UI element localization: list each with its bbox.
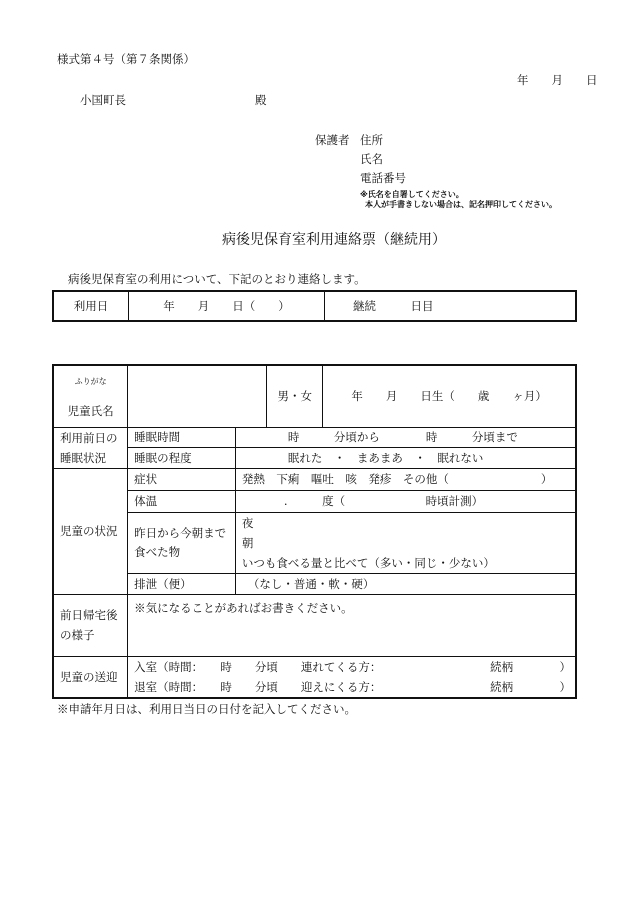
condition-section-label: 児童の状況: [53, 468, 128, 594]
temperature-field[interactable]: . 度（ 時頃計測）: [235, 490, 576, 512]
temperature-label: 体温: [128, 490, 236, 512]
child-name-cell: [53, 365, 128, 427]
stool-field[interactable]: （なし・普通・軟・硬）: [235, 573, 576, 594]
guardian-address-label: 住所: [360, 133, 383, 147]
sleep-time-label: 睡眠時間: [128, 427, 236, 448]
departure-relation: 続柄: [490, 679, 514, 694]
food-label: [128, 512, 236, 573]
stool-label: 排泄（便）: [128, 573, 236, 594]
guardian-label: 保護者: [315, 133, 350, 147]
departure-line: [134, 677, 569, 697]
arrival-line: [134, 657, 569, 677]
birth-field[interactable]: 年 月 日生（ 歳 ヶ月）: [323, 365, 576, 427]
footer-note: ※申請年月日は、利用日当日の日付を記入してください。: [57, 702, 356, 716]
prev-day-field[interactable]: ※気になることがあればお書きください。: [128, 594, 576, 656]
departure-text: 退室（時間： 時 分頃 迎えにくる方：: [134, 679, 382, 694]
intro-text: 病後児保育室の利用について、下記のとおり連絡します。: [68, 272, 366, 286]
sleep-section-label: 利用前日の睡眠状況: [53, 427, 128, 468]
prev-day-section-label: 前日帰宅後の様子: [53, 594, 128, 656]
form-number: 様式第４号（第７条関係）: [57, 52, 195, 66]
sleep-quality-field[interactable]: 眠れた ・ まあまあ ・ 眠れない: [235, 448, 576, 469]
guardian-name-label: 氏名: [360, 152, 383, 166]
guardian-phone-label: 電話番号: [360, 171, 406, 185]
signature-note-2: 本人が手書きしない場合は、記名押印してください。: [365, 200, 557, 209]
addressee-honorific: 殿: [255, 93, 267, 107]
sleep-time-field[interactable]: 時 分頃から 時 分頃まで: [235, 427, 576, 448]
addressee: 小国町長: [80, 93, 126, 107]
date-line: 年 月 日: [517, 73, 598, 87]
food-compare: いつも食べる量と比べて（多い・同じ・少ない）: [241, 555, 495, 570]
main-table: [52, 364, 577, 699]
food-label-line1: 昨日から今朝まで: [134, 525, 227, 540]
food-evening: 夜: [241, 515, 254, 530]
arrival-text: 入室（時間： 時 分頃 連れてくる方：: [134, 659, 382, 674]
sleep-quality-label: 睡眠の程度: [128, 448, 236, 469]
arrival-close: ）: [559, 659, 571, 674]
child-name-label: 児童氏名: [67, 404, 114, 418]
usage-date-label: 利用日: [53, 291, 129, 321]
arrival-relation: 続柄: [490, 659, 514, 674]
food-morning: 朝: [241, 535, 254, 550]
transport-field[interactable]: [128, 656, 576, 698]
food-label-line2: 食べた物: [134, 544, 181, 559]
usage-table: [52, 290, 577, 322]
furigana-label: ふりがな: [74, 377, 107, 386]
signature-note-1: ※氏名を自署してください。: [360, 190, 464, 199]
symptom-label: 症状: [128, 468, 236, 490]
gender-field[interactable]: 男・女: [267, 365, 323, 427]
page-title: 病後児保育室利用連絡票（継続用）: [222, 232, 446, 248]
departure-close: ）: [559, 679, 571, 694]
symptom-field[interactable]: 発熱 下痢 嘔吐 咳 発疹 その他（ ）: [235, 468, 576, 490]
usage-date-value[interactable]: 年 月 日（ ）: [129, 291, 325, 321]
child-name-field[interactable]: [128, 365, 267, 427]
transport-section-label: 児童の送迎: [53, 656, 128, 698]
food-field[interactable]: [235, 512, 576, 573]
continue-days[interactable]: 継続 日目: [325, 291, 577, 321]
